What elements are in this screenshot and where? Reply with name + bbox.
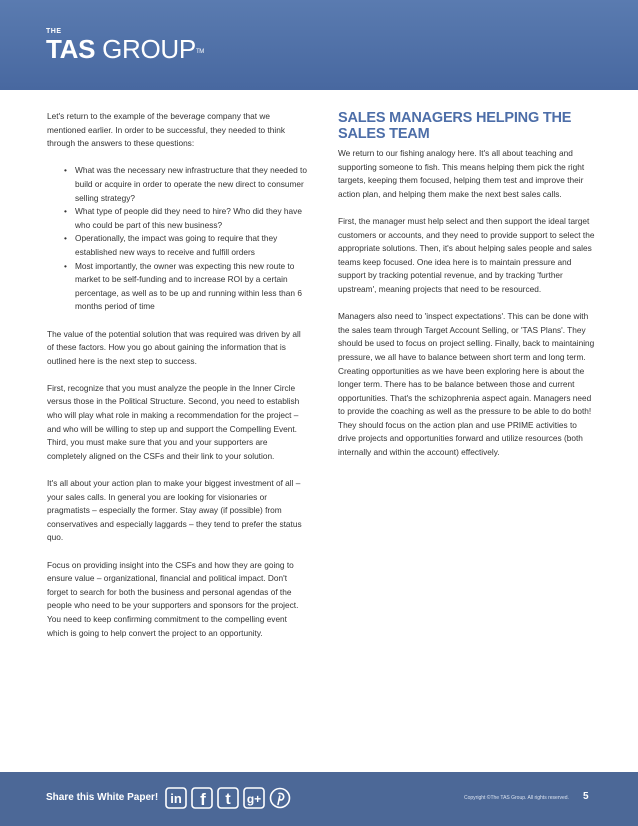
logo-group: GROUP xyxy=(95,34,196,64)
tas-group-logo xyxy=(46,28,204,63)
svg-text:f: f xyxy=(200,790,206,809)
list-item xyxy=(64,232,307,259)
share-label: Share this White Paper! xyxy=(46,792,159,803)
page-footer xyxy=(0,772,638,826)
body-paragraph: First, the manager must help select and then support the ideal target customers or accounts, and they need to provide support to select the appropriate solutions. Then, it's about helping sales people and sales teams keep focused. One idea here is to maintain pressure and support by tracking potential revenue, and by tracking 'further upstream', meaning projects that need to be resourced. xyxy=(338,215,595,294)
logo-small-text: THE xyxy=(46,28,62,35)
linkedin-icon[interactable] xyxy=(165,787,187,809)
questions-list xyxy=(64,164,307,314)
right-column xyxy=(338,110,596,473)
body-paragraph: We return to our fishing analogy here. It's all about teaching and supporting someone to fish. This means helping them pick the right targets, keeping them focused, helping them test and improve their action plan, and helping them make the next best sales calls. xyxy=(338,148,585,199)
list-item xyxy=(64,205,307,232)
facebook-icon[interactable] xyxy=(191,787,213,809)
list-item xyxy=(64,164,307,205)
copyright-text: Copyright ©The TAS Group. All rights reserved. xyxy=(464,795,569,801)
body-paragraph: Focus on providing insight into the CSFs and how they are going to ensure value – organizational, financial and political impact. Don't forget to search for both the business and personal agendas of the people who need to be your supporters and sponsors for the project. You need to keep confirming commitment to the compelling event which is going to help convert the project to an opportunity. xyxy=(47,559,299,638)
list-item-text: What was the necessary new infrastructure that they needed to build or acquire in order to operate the new direct to consumer selling strategy? xyxy=(75,165,307,203)
body-paragraph: The value of the potential solution that was required was driven by all of these factors. How you go about gaining the information that is outlined here is the next step to success. xyxy=(47,328,301,366)
bullet-icon: • xyxy=(64,233,67,244)
intro-paragraph: Let's return to the example of the beverage company that we mentioned earlier. In order to be successful, they needed to think through the answers to these questions: xyxy=(47,111,285,149)
google-plus-icon[interactable] xyxy=(243,787,265,809)
page-header xyxy=(0,0,638,90)
svg-text:in: in xyxy=(170,791,182,806)
page-number: 5 xyxy=(583,791,589,802)
svg-text:t: t xyxy=(225,791,231,808)
logo-tas: TAS xyxy=(46,34,96,64)
body-paragraph: First, recognize that you must analyze the people in the Inner Circle versus those in the Political Structure. Second, you need to establish who will play what role in making a recommendation for the project – and who will be willing to step up and support the Compelling Event. Third, you must make sure that you and your supporters are completely aligned on the CSFs and their link to your solution. xyxy=(47,382,300,461)
svg-text:g+: g+ xyxy=(246,792,262,806)
section-title: SALES MANAGERS HELPING THE SALES TEAM xyxy=(338,110,572,142)
list-item-text: Operationally, the impact was going to require that they established new ways to receive and fulfill orders xyxy=(75,233,278,257)
list-item-text: Most importantly, the owner was expecting this new route to market to be self-funding and to increase ROI by a certain percentage, as well as to be up and running within less than 6 months period of time xyxy=(75,260,302,312)
body-paragraph: It's all about your action plan to make your biggest investment of all – your sales calls. In general you are looking for visionaries or pragmatists – especially the former. Stay away (if possible) from conservatives and especially laggards – they tend to prefer the status quo. xyxy=(47,478,302,543)
body-paragraph: Managers also need to 'inspect expectations'. This can be done with the sales team through Target Account Selling, or 'TAS Plans'. They should be used to focus on project selling. Finally, back to maintaining pressure, we all have to balance between short term and long term. Creating opportunities as we have been exploring here is about the longer term. There has to be balance between those and current opportunities. That's the schizophrenia aspect again. Managers need to provide the coaching as well as the pressure to be able to do both! They should focus on the action plan and use PRIME activities to drive projects and opportunities forward and utilize resources (both internally and within the account) effectively. xyxy=(338,311,595,458)
logo-trademark: TM xyxy=(195,49,205,55)
bullet-icon: • xyxy=(64,206,67,217)
left-column xyxy=(47,110,307,654)
logo-wordmark xyxy=(46,36,204,63)
list-item-text: What type of people did they need to hire? Who did they have who could be part of this new business? xyxy=(75,206,302,230)
pinterest-icon[interactable] xyxy=(269,787,291,809)
list-item xyxy=(64,260,307,314)
twitter-icon[interactable] xyxy=(217,787,239,809)
bullet-icon: • xyxy=(64,165,67,176)
bullet-icon: • xyxy=(64,260,67,271)
